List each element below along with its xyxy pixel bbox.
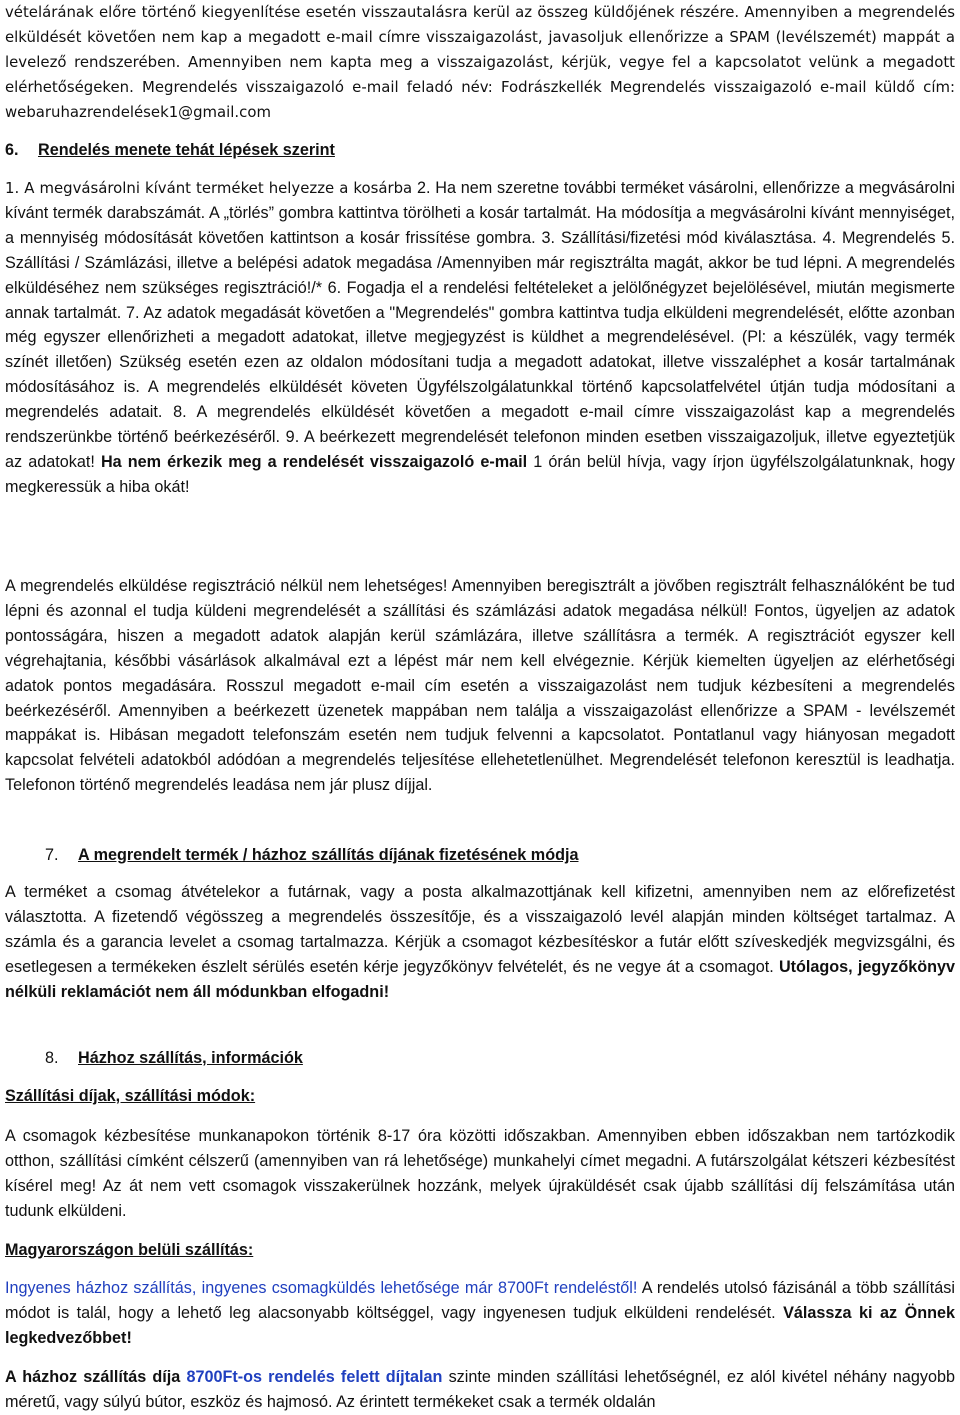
- payment-text: A terméket a csomag átvételekor a futárnak, vagy a posta alkalmazottjának kell kifizetni, amennyiben nem az előrefizetést választotta. A fizetendő végösszeg a megrendelés összesítője, és a visszaigazoló levél alapján minden költséget tartalmaz. A számla és a garancia levelet a csomag tartalmazza. Kérjük a csomagot kézbesítéskor a futár előtt szíveskedjék megvizsgálni, és esetlegesen a termékeken észlelt sérülés esetén kérje jegyzőkönyv felvételét, és ne vegye át a csomagot.: [5, 883, 955, 976]
- registration-text: A megrendelés elküldése regisztráció nélkül nem lehetséges! Amennyiben beregisztrált a jövőben regisztrált felhasználóként be tud lépni és azonnal el tudja küldeni megrendelését a szállítási és számlázási adatok megadása nélkül! Fontos, ügyeljen az adatok pontosságára, hiszen a megadott adatok alapján kerül számlázára, illetve szállításra a termék. A regisztrációt egyszer kell végrehajtania, későbbi vásárlások alkalmával ezt a lépést már nem kell elvégeznie. Kérjük kiemelten ügyeljen az elérhetőségi adatok pontos megadására. Rosszul megadott e-mail cím esetén a visszaigazolást nem tudjuk kézbesíteni a megrendelés beérkezéséről. Amennyiben a beérkezett üzenetek mappában nem találja a visszaigazolást ellenőrizze a SPAM - levélszemét mappákat is. Hibásan megadott telefonszám esetén nem tudjuk felvenni a kapcsolatot. Pontatlanul vagy hiányosan megadott kapcsolat felvételi adatokból adódóan a megrendelés teljesítése ellehetetlenülhet. Megrendelését telefonon keresztül is leadhatja. Telefonon történő megrendelés leadása nem jár plusz díjjal.: [5, 577, 955, 795]
- paragraph-payment: [5, 880, 955, 1005]
- section-number: 8.: [45, 1049, 59, 1067]
- section-number: 7.: [45, 846, 59, 864]
- fee-text: szinte minden szállítási lehetőségnél, ez alól kivétel néhány nagyobb méretű, vagy súlyú bútor, eszköz és hajmosó. Az érintett termékeket csak a termék oldalán: [5, 1368, 955, 1411]
- steps-text-1: 1. A megvásárolni kívánt terméket helyezze a kosárba: [5, 179, 413, 197]
- steps-text-2: 2. Ha nem szeretne további terméket vásárolni, ellenőrizze a megvásárolni kívánt termék darabszámát. A „törlés” gombra kattintva törölheti a kosár tartalmát. Ha módosítja a megvásárolni kívánt mennyiséget, a mennyiség módosítását követően kattintson a kosár frissítése gombra. 3. Szállítási/fizetési mód kiválasztása. 4. Megrendelés 5. Szállítási / Számlázási, illetve a belépési adatok megadása /Amennyiben már regisztrálta magát, akkor be tud lépni. A megrendelés elküldéséhez nem szükséges regisztráció!/* 6. Fogadja el a rendelési feltételeket a jelölőnégyzet bejelölésével, miután megismerte annak tartalmát. 7. Az adatok megadását követően a "Megrendelés" gombra kattintva tudja elküldeni megrendelését, előtte azonban még egyszer ellenőrizheti a megadott adatokat, illetve megjegyzést is küldhet a megrendelésével. (Pl: a készülék, vagy termék színét illetően) Szükség esetén ezen az oldalon módosítani tudja a megadott adatokat, illetve visszaléphet a kosár tartalmának módosításához is. A megrendelés elküldését követen Ügyfélszolgálatunkkal történő kapcsolatfelvétel útján tudja módosítani a megrendelés adatait. 8. A megrendelés elküldését követően a megadott e-mail címre visszaigazolást kap a megrendelés rendszerünkbe történő beérkezéséről. 9. A beérkezett megrendelését telefonon minden esetben visszaigazoljuk, illetve egyeztetjük az adatokat!: [5, 179, 955, 471]
- section-heading-8: [45, 1046, 303, 1070]
- steps-text-3: 1 órán belül hívja, vagy írjon ügyfélszolgálatunknak, hogy megkeressük a hiba okát!: [5, 452, 955, 496]
- free-shipping-bold: Válassza ki az Önnek legkedvezőbbet!: [5, 1303, 955, 1347]
- section-title: Rendelés menete tehát lépések szerint: [38, 141, 335, 159]
- paragraph-delivery-times: [5, 1124, 955, 1224]
- delivery-text: A csomagok kézbesítése munkanapokon történik 8-17 óra közötti időszakban. Amennyiben ebben időszakban nem tartózkodik otthon, szállítási címként célszerű (amennyiben van rá lehetősége) munkahelyi címet megadni. A futárszolgálat kétszeri kézbesítést kísérel meg! Az át nem vett csomagok visszakerülnek hozzánk, melyek újraküldését csak újabb szállítási díj felszámítása után tudunk elküldeni.: [5, 1127, 955, 1220]
- fee-bold-intro: A házhoz szállítás díja: [5, 1368, 187, 1386]
- paragraph-order-steps: [5, 176, 955, 500]
- section-heading-7: [45, 843, 578, 867]
- sender-info-text: Megrendelés visszaigazoló e-mail feladó név: Fodrászkellék Megrendelés visszaigazoló e-mail küldő cím: webaruhazrendelések1@gmail.com: [5, 77, 955, 121]
- paragraph-registration: [5, 574, 955, 798]
- paragraph-order-confirmation: [5, 0, 955, 125]
- fee-threshold-highlight: 8700Ft-os rendelés felett díjtalan: [186, 1368, 443, 1386]
- free-shipping-highlight: Ingyenes házhoz szállítás, ingyenes csomagküldés lehetősége már 8700Ft rendeléstől!: [5, 1279, 638, 1297]
- subheading-domestic-shipping: [5, 1238, 253, 1262]
- subheading-shipping-fees: [5, 1084, 255, 1108]
- section-title: A megrendelt termék / házhoz szállítás díjának fizetésének módja: [78, 846, 579, 864]
- section-title: Házhoz szállítás, információk: [78, 1049, 303, 1067]
- payment-bold-warning: Utólagos, jegyzőkönyv nélküli reklamációt nem áll módunkban elfogadni!: [5, 957, 956, 1001]
- steps-bold-warning: Ha nem érkezik meg a rendelését visszaigazoló e-mail: [100, 452, 528, 471]
- section-number: 6.: [5, 141, 19, 159]
- free-shipping-text: A rendelés utolsó fázisánál a több szállítási módot is talál, hogy a lehető leg alacsonyabb költséggel, vagy ingyenesen tudjuk elküldeni rendelését.: [5, 1279, 955, 1322]
- paragraph-home-delivery-fee: [5, 1365, 955, 1415]
- confirmation-text: vételárának előre történő kiegyenlítése esetén visszautalásra kerül az összeg küldőjének részére. Amennyiben a megrendelés elküldését követően nem kap a megadott e-mail címre visszaigazolást, javasoljuk ellenőrizze a SPAM (levélszemét) mappát a levelező rendszerében. Amennyiben nem kapta meg a visszaigazolást, kérjük, vegye fel a kapcsolatot velünk a megadott elérhetőségeken.: [5, 3, 955, 96]
- subheading-text: Szállítási díjak, szállítási módok:: [5, 1087, 256, 1105]
- section-heading-6: [5, 138, 335, 162]
- subheading-text: Magyarországon belüli szállítás:: [5, 1241, 254, 1259]
- paragraph-free-shipping: [5, 1276, 955, 1351]
